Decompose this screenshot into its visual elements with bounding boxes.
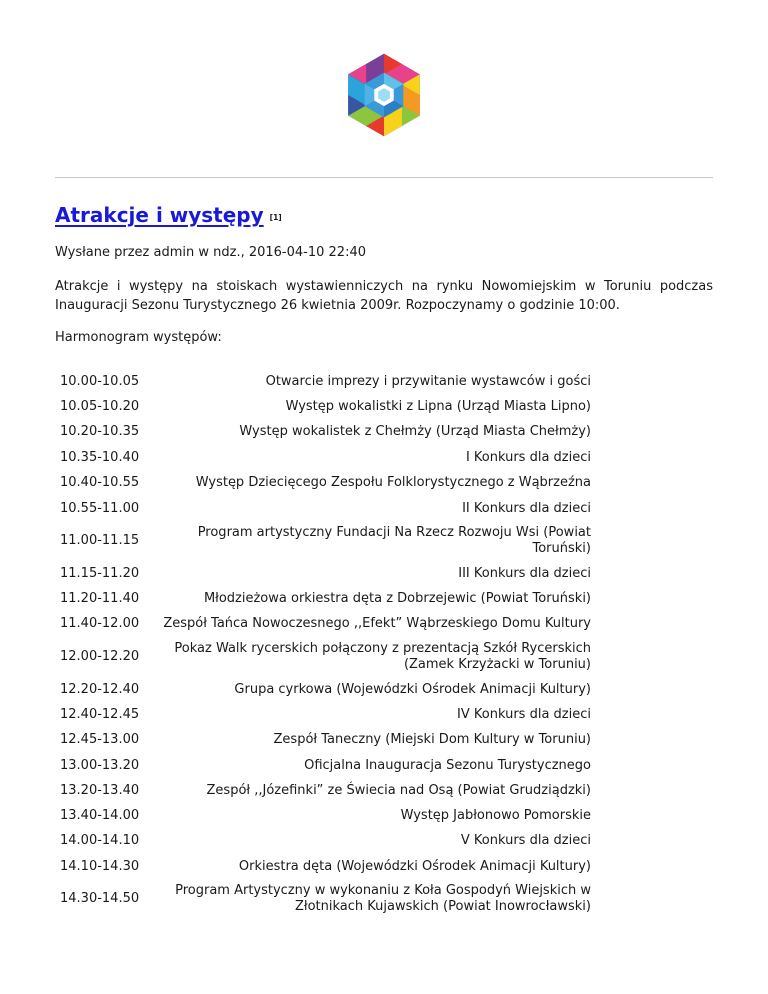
schedule-event: Zespół ,,Józefinki” ze Świecia nad Osą (Powiat Grudziądzki) — [206, 782, 591, 798]
submitted-by: Wysłane przez admin w ndz., 2016-04-10 22:40 — [55, 245, 366, 260]
schedule-event: Występ Jabłonowo Pomorskie — [400, 807, 591, 823]
schedule-event: Zespół Taneczny (Miejski Dom Kultury w Toruniu) — [273, 732, 591, 747]
schedule-time: 13.20-13.40 — [60, 782, 140, 798]
schedule-time: 11.15-11.20 — [60, 565, 140, 581]
footnote-reference: [1] — [269, 213, 282, 222]
schedule-time: 10.05-10.20 — [60, 398, 140, 414]
schedule-time: 13.40-14.00 — [60, 807, 140, 823]
schedule-time: 11.40-12.00 — [60, 616, 140, 631]
schedule-event: Występ wokalistki z Lipna (Urząd Miasta Lipno) — [285, 398, 591, 414]
schedule-row — [55, 611, 591, 637]
schedule-event: Występ Dziecięcego Zespołu Folklorystycznego z Wąbrzeźna — [195, 475, 591, 490]
schedule-row — [55, 778, 591, 803]
header-divider — [55, 177, 713, 178]
schedule-event: Oficjalna Inauguracja Sezonu Turystycznego — [304, 757, 591, 773]
schedule-time: 10.55-11.00 — [60, 500, 140, 516]
schedule-event: Program artystyczny Fundacji Na Rzecz Rozwoju Wsi (Powiat Toruński) — [197, 525, 591, 556]
schedule-time: 14.30-14.50 — [60, 891, 140, 906]
schedule-row — [55, 727, 591, 753]
schedule-time: 12.00-12.20 — [60, 649, 140, 664]
schedule-row — [55, 561, 591, 586]
schedule-row — [55, 496, 591, 521]
schedule-event: Otwarcie imprezy i przywitanie wystawców i gości — [265, 373, 591, 389]
schedule-event: Orkiestra dęta (Wojewódzki Ośrodek Animacji Kultury) — [238, 858, 591, 874]
schedule-event: IV Konkurs dla dzieci — [457, 706, 591, 722]
schedule-event: Grupa cyrkowa (Wojewódzki Ośrodek Animacji Kultury) — [234, 681, 591, 697]
schedule-event: Młodzieżowa orkiestra dęta z Dobrzejewic (Powiat Toruński) — [203, 590, 591, 606]
schedule-row — [55, 879, 591, 919]
schedule-row — [55, 702, 591, 727]
schedule-row — [55, 445, 591, 470]
article-intro: Atrakcje i występy na stoiskach wystawienniczych na rynku Nowomiejskim w Toruniu podczas Inauguracji Sezonu Turystycznego 26 kwietnia 2009r. Rozpoczynamy o godzinie 10:00. — [55, 279, 713, 313]
schedule-time: 12.20-12.40 — [60, 681, 140, 697]
schedule-time: 12.40-12.45 — [60, 706, 140, 722]
schedule-event: Zespół Tańca Nowoczesnego ,,Efekt” Wąbrzeskiego Domu Kultury — [163, 616, 591, 631]
article-title-link[interactable]: Atrakcje i występy — [55, 203, 264, 227]
schedule-time: 10.40-10.55 — [60, 475, 140, 490]
schedule-event: I Konkurs dla dzieci — [465, 449, 591, 465]
schedule-row — [55, 394, 591, 419]
schedule-row — [55, 637, 591, 677]
schedule-row — [55, 828, 591, 854]
schedule-event: II Konkurs dla dzieci — [462, 500, 591, 516]
schedule-row — [55, 677, 591, 702]
schedule-table — [55, 369, 591, 919]
hexagon-flower-logo-icon — [341, 52, 427, 138]
schedule-row — [55, 753, 591, 778]
schedule-time: 11.20-11.40 — [60, 590, 140, 606]
schedule-row — [55, 470, 591, 496]
schedule-time: 10.35-10.40 — [60, 449, 140, 465]
schedule-row — [55, 521, 591, 561]
schedule-event: III Konkurs dla dzieci — [458, 565, 591, 581]
schedule-row — [55, 369, 591, 394]
schedule-heading: Harmonogram występów: — [55, 330, 222, 345]
schedule-time: 10.20-10.35 — [60, 424, 140, 439]
schedule-time: 10.00-10.05 — [60, 373, 140, 389]
schedule-row — [55, 803, 591, 828]
schedule-time: 14.00-14.10 — [60, 833, 140, 848]
schedule-time: 13.00-13.20 — [60, 757, 140, 773]
schedule-time: 14.10-14.30 — [60, 858, 140, 874]
schedule-event: Występ wokalistek z Chełmży (Urząd Miasta Chełmży) — [239, 424, 591, 439]
schedule-event: V Konkurs dla dzieci — [460, 833, 591, 848]
schedule-row — [55, 586, 591, 611]
schedule-event: Program Artystyczny w wykonaniu z Koła Gospodyń Wiejskich w Złotnikach Kujawskich (Powiat Inowrocławski) — [175, 883, 591, 914]
schedule-row — [55, 854, 591, 879]
schedule-event: Pokaz Walk rycerskich połączony z prezentacją Szkół Rycerskich (Zamek Krzyżacki w Toruniu) — [174, 641, 591, 672]
schedule-row — [55, 419, 591, 445]
schedule-time: 11.00-11.15 — [60, 533, 140, 548]
schedule-time: 12.45-13.00 — [60, 732, 140, 747]
article-header — [55, 203, 282, 227]
